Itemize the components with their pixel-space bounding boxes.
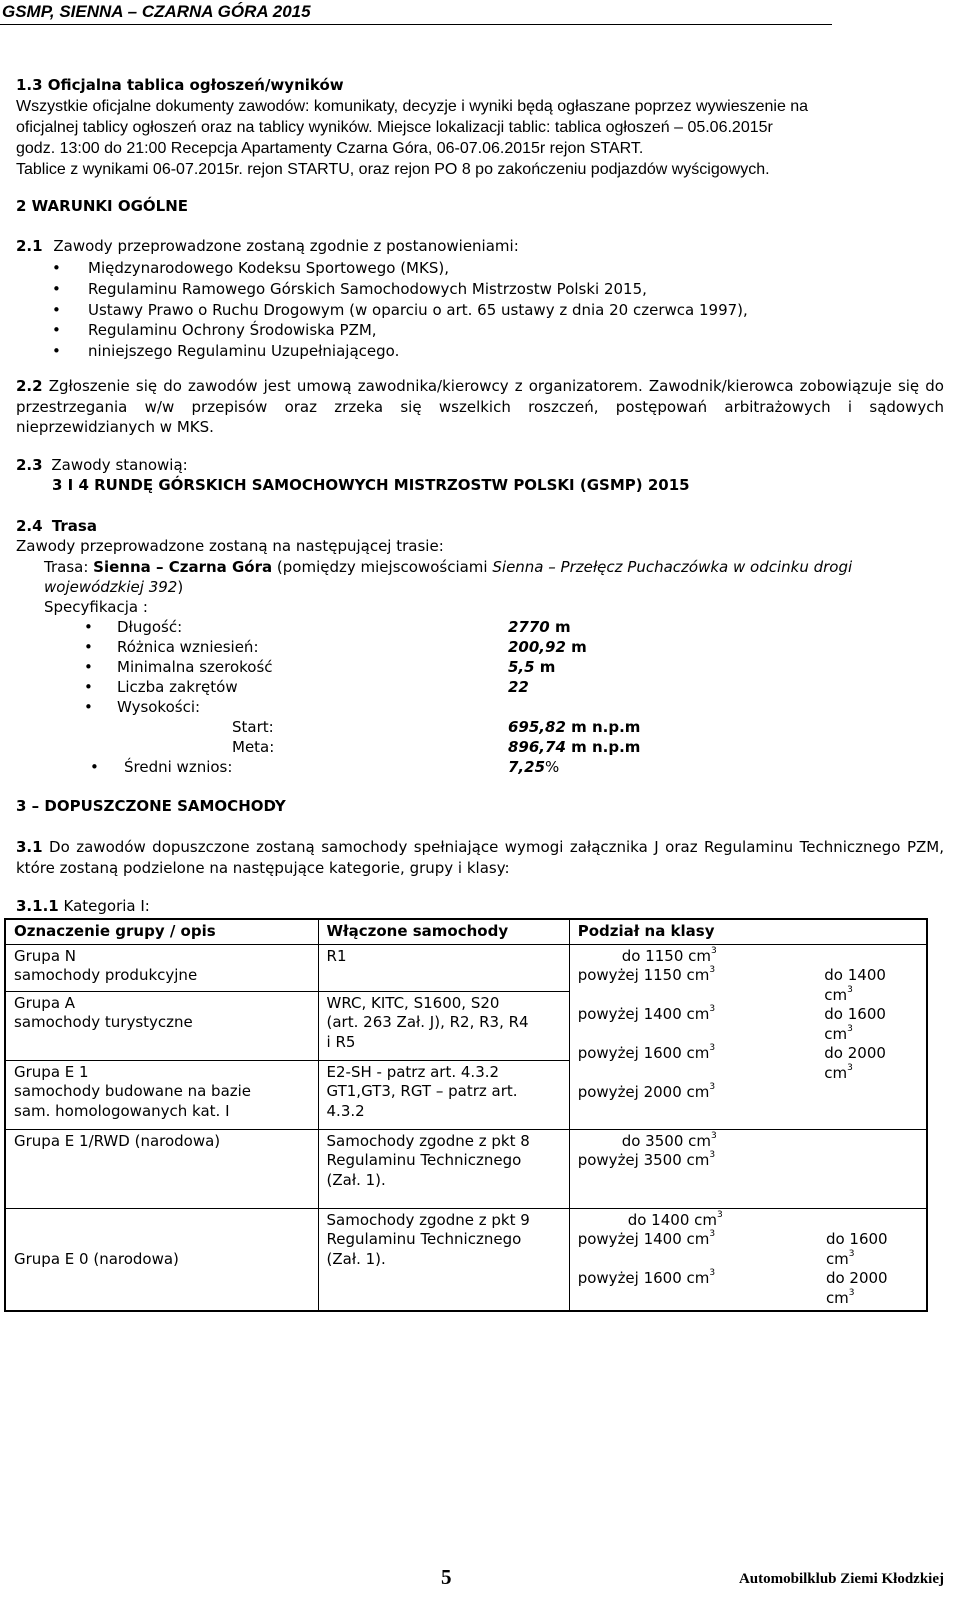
section-3-1-text: Do zawodów dopuszczone zostaną samochody spełniające wymogi załącznika J oraz Regulaminu Technicznego PZM, które zostaną podzielone na następujące kategorie, grupy i klasy:: [16, 838, 944, 877]
section-2-1-intro: Zawody przeprowadzone zostaną zgodnie z postanowieniami:: [53, 237, 519, 255]
class-range: do 3500 $cm^3$: [621, 1130, 717, 1150]
spec-item-value: 200,92 m: [508, 638, 587, 656]
class-range: powyżej 2000 $cm^3$: [577, 1082, 716, 1101]
spec-item-value: 22: [508, 678, 529, 696]
section-3-1-1: [16, 897, 944, 916]
cars-cell: WRC, KITC, S1600, S20 (art. 263 Zał. J), R2, R3, R4 i R5: [318, 991, 569, 1060]
section-2-3: [16, 456, 944, 475]
bullet-icon: •: [52, 321, 61, 340]
spec-item-value: 2770 m: [508, 618, 571, 636]
list-item: • Międzynarodowego Kodeksu Sportowego (MKS),: [52, 259, 449, 277]
section-2-1-list: [52, 258, 932, 362]
group-cell: Grupa E 1 samochody budowane na bazie sam. homologowanych kat. I: [5, 1060, 318, 1129]
bullet-icon: •: [84, 618, 93, 636]
section-number: 2.4: [16, 517, 43, 535]
header-rule: [0, 24, 832, 25]
section-1-3-line: Tablice z wynikami 06-07.2015r. rejon STARTU, oraz rejon PO 8 po zakończeniu podjazdów wyścigowych.: [16, 161, 770, 178]
cars-cell: E2-SH - patrz art. 4.3.2 GT1,GT3, RGT – patrz art. 4.3.2: [318, 1060, 569, 1129]
table-header-row: [5, 919, 927, 944]
section-1-3-line: Wszystkie oficjalne dokumenty zawodów: komunikaty, decyzje i wyniki będą ogłaszane poprzez wywieszenie na: [16, 98, 809, 115]
section-2-2-text: Zgłoszenie się do zawodów jest umową zawodnika/kierowcy z organizatorem. Zawodnik/kierowca zobowiązuje się do przestrzegania w/w przepisów oraz zrzeka się wszelkich roszczeń, postępowań arbitrażowych i sądowych nieprzewidzianych w MKS.: [16, 377, 944, 436]
bullet-icon: •: [84, 678, 93, 696]
meta-value: 896,74 m n.p.m: [508, 738, 641, 756]
table-row: [5, 1208, 927, 1311]
bullet-icon: •: [52, 279, 61, 298]
list-item: • Ustawy Prawo o Ruchu Drogowym (w oparciu o art. 65 ustawy z dnia 20 czerwca 1997),: [52, 300, 748, 319]
bullet-icon: •: [84, 658, 93, 676]
bullet-icon: •: [90, 758, 99, 776]
classes-cell: [569, 1129, 927, 1208]
bullet-icon: •: [52, 300, 61, 319]
spec-label: Specyfikacja :: [44, 598, 148, 616]
classes-cell: [569, 944, 927, 1129]
section-1-3-heading: 1.3 Oficjalna tablica ogłoszeń/wyników: [16, 76, 344, 94]
spec-item-label: Różnica wzniesień:: [117, 638, 259, 656]
cars-cell: R1: [318, 944, 569, 991]
bullet-icon: •: [84, 638, 93, 656]
cars-cell: Samochody zgodne z pkt 8 Regulaminu Technicznego (Zał. 1).: [318, 1129, 569, 1208]
bullet-icon: •: [52, 342, 61, 361]
class-range: powyżej 1600 $cm^3$ do 2000 $cm^3$: [577, 1043, 886, 1082]
section-number: 3.1: [16, 838, 43, 856]
route-description: Trasa: Sienna – Czarna Góra (pomiędzy miejscowościami Sienna – Przełęcz Puchaczówka w odcinku drogi wojewódzkiej 392) Specyfikacja :: [44, 557, 944, 617]
section-number: 2.2: [16, 377, 43, 395]
page-number: 5: [441, 1565, 452, 1589]
start-value: 695,82 m n.p.m: [508, 718, 641, 736]
cars-cell: Samochody zgodne z pkt 9 Regulaminu Technicznego (Zał. 1).: [318, 1208, 569, 1311]
section-3-heading: 3 – DOPUSZCZONE SAMOCHODY: [16, 797, 286, 815]
table-header-cell: Włączone samochody: [318, 919, 569, 944]
group-cell: Grupa E 1/RWD (narodowa): [5, 1129, 318, 1208]
section-2-3-subtitle: 3 I 4 RUNDĘ GÓRSKICH SAMOCHOWYCH MISTRZOSTW POLSKI (GSMP) 2015: [52, 476, 690, 494]
route-text-italic: Sienna – Przełęcz Puchaczówka w odcinku drogi: [492, 558, 853, 576]
list-item: • Regulaminu Ochrony Środowiska PZM,: [52, 321, 377, 340]
route-road: wojewódzkiej 392: [44, 578, 178, 596]
class-range: powyżej 1400 $cm^3$ do 1600 $cm^3$: [577, 1004, 886, 1043]
spec-item-value: 5,5 m: [508, 658, 556, 676]
start-label: Start:: [232, 718, 274, 736]
class-range: powyżej 1400 $cm^3$ do 1600 $cm^3$: [577, 1229, 888, 1268]
section-2-3-text: Zawody stanowią:: [51, 456, 188, 474]
class-range: powyżej 1600 $cm^3$ do 2000 $cm^3$: [577, 1268, 888, 1307]
section-1-3-body: [16, 96, 944, 180]
class-range: do 1400 $cm^3$: [627, 1209, 723, 1229]
spec-item-label: Liczba zakrętów: [117, 678, 238, 696]
spec-list: [0, 617, 960, 787]
table-header-cell: Oznaczenie grupy / opis: [5, 919, 318, 944]
spec-item-label: Wysokości:: [117, 698, 201, 716]
page-header-title: GSMP, SIENNA – CZARNA GÓRA 2015: [2, 2, 311, 21]
group-cell: Grupa N samochody produkcyjne: [5, 944, 318, 991]
section-2-1: [16, 237, 944, 256]
section-2-heading: 2 WARUNKI OGÓLNE: [16, 197, 189, 215]
section-2-4-heading: [16, 517, 944, 536]
route-label: Trasa:: [44, 558, 89, 576]
category-table: [4, 918, 928, 1312]
spec-item-label: Minimalna szerokość: [117, 658, 273, 676]
group-cell: Grupa A samochody turystyczne: [5, 991, 318, 1060]
table-header-cell: Podział na klasy: [569, 919, 927, 944]
section-number: 3.1.1: [16, 897, 59, 915]
class-range: powyżej 3500 $cm^3$: [577, 1150, 716, 1169]
section-number: 2.3: [16, 456, 43, 474]
class-range: do 1150 $cm^3$: [621, 945, 717, 965]
spec-item-value: 7,25%: [508, 758, 560, 776]
section-1-3-line: godz. 13:00 do 21:00 Recepcja Apartamenty Czarna Góra, 06-07.06.2015r rejon START.: [16, 140, 644, 157]
section-3-1: [16, 837, 944, 878]
table-row: [5, 1129, 927, 1208]
route-text: (pomiędzy miejscowościami: [276, 558, 488, 576]
bullet-icon: •: [84, 698, 93, 716]
section-2-4-title: Trasa: [51, 517, 97, 535]
class-range: powyżej 1150 $cm^3$ do 1400 $cm^3$: [577, 965, 886, 1004]
category-label: Kategoria I:: [63, 897, 150, 915]
list-item: • niniejszego Regulaminu Uzupełniającego.: [52, 342, 400, 361]
bullet-icon: •: [52, 259, 61, 277]
list-item: • Regulaminu Ramowego Górskich Samochodowych Mistrzostw Polski 2015,: [52, 279, 647, 298]
footer-organization: Automobilklub Ziemi Kłodzkiej: [738, 1571, 944, 1587]
meta-label: Meta:: [232, 738, 275, 756]
section-number: 2.1: [16, 237, 43, 255]
spec-item-label: Długość:: [117, 618, 183, 636]
spec-item-label: Średni wznios:: [124, 758, 233, 776]
route-name: Sienna – Czarna Góra: [93, 558, 273, 576]
table-row: [5, 944, 927, 991]
section-2-4-intro: Zawody przeprowadzone zostaną na następującej trasie:: [16, 537, 444, 555]
group-cell: Grupa E 0 (narodowa): [5, 1208, 318, 1311]
classes-cell: [569, 1208, 927, 1311]
section-1-3-line: oficjalnej tablicy ogłoszeń oraz na tablicy wyników. Miejsce lokalizacji tablic: tablica ogłoszeń – 05.06.2015r: [16, 119, 773, 136]
section-2-2: [16, 376, 944, 438]
